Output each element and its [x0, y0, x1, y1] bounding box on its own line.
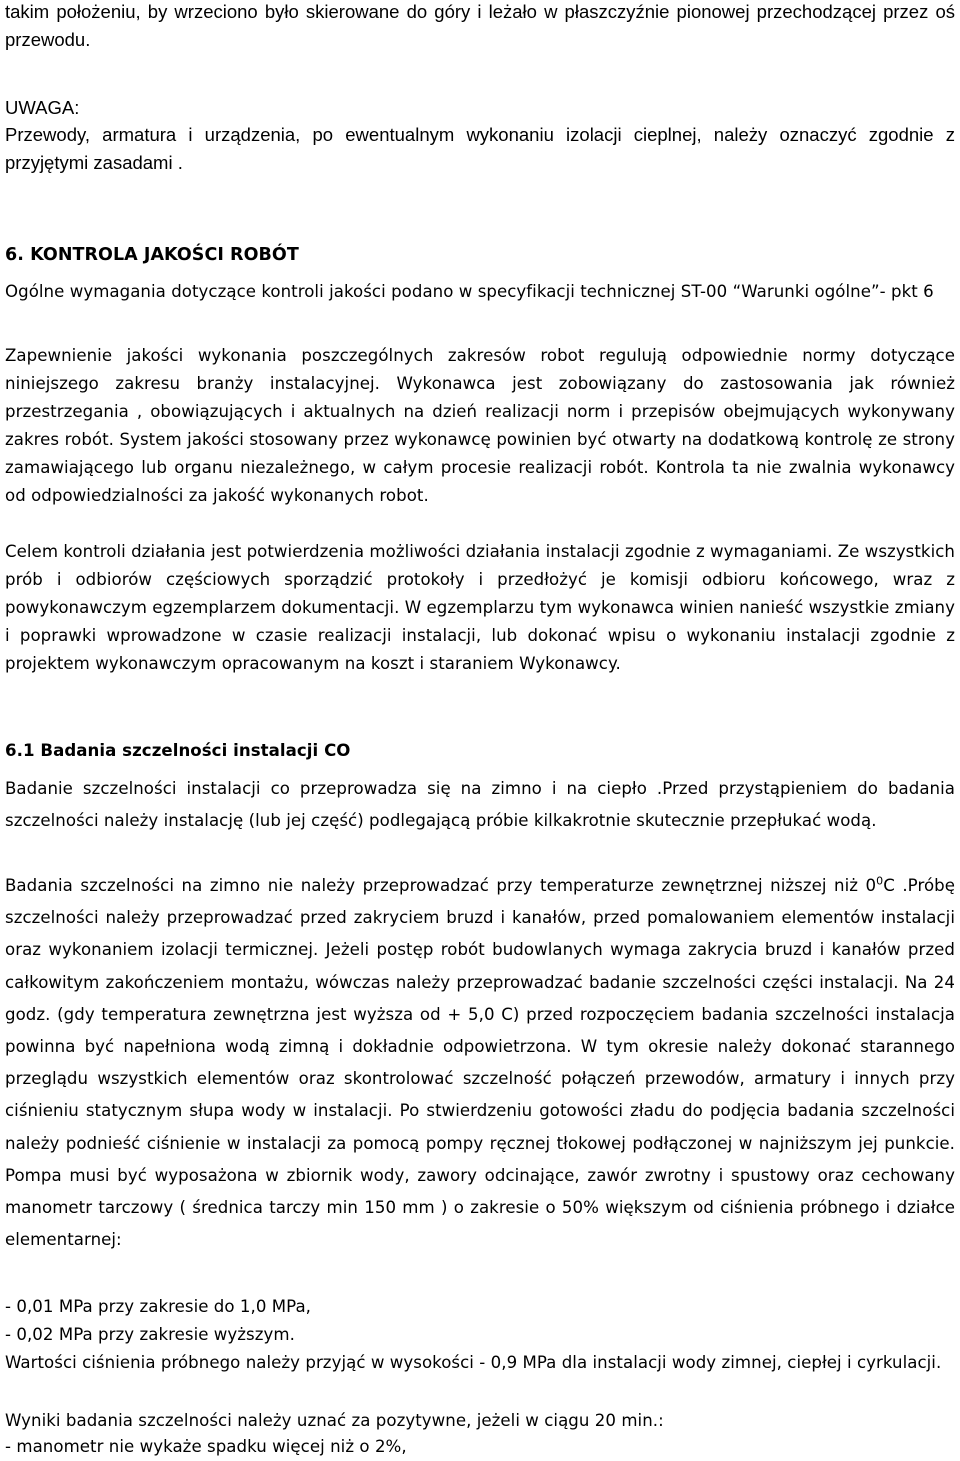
- section-6-1-heading: 6.1 Badania szczelności instalacji CO: [5, 741, 351, 760]
- section-6-1-paragraph-1: Badanie szczelności instalacji co przeprowadza się na zimno i na ciepło .Przed przystąpieniem do badania szczelności należy instalację (lub jej część) podlegającą próbie kilkakrotnie skutecznie przepłukać wodą.: [5, 779, 955, 830]
- list-item: - 0,02 MPa przy zakresie wyższym.: [5, 1325, 295, 1344]
- section-6-paragraph-1: Zapewnienie jakości wykonania poszczególnych zakresów robot regulują odpowiednie normy dotyczące niniejszego zakresu branży instalacyjnej. Wykonawca jest zobowiązany do zastosowania jak również przestrzegania , obowiązujących i aktualnych na dzień realizacji norm i przepisów obejmujących wykonywany zakres robót. System jakości stosowany przez wykonawcę powinien być otwarty na dodatkową kontrolę ze strony zamawiającego lub organu niezależnego, w całym procesie realizacji robót. Kontrola ta nie zwalnia wykonawcy od odpowiedzialności za jakość wykonanych robot.: [5, 346, 955, 505]
- section-6-1-paragraph-4: Wyniki badania szczelności należy uznać za pozytywne, jeżeli w ciągu 20 min.:: [5, 1411, 664, 1430]
- uwaga-text: Przewody, armatura i urządzenia, po ewentualnym wykonaniu izolacji cieplnej, należy oznaczyć zgodnie z przyjętymi zasadami .: [5, 124, 955, 173]
- paragraph-2-start: Badania szczelności na zimno nie należy przeprowadzać przy temperaturze zewnętrznej niższej niż 0: [5, 876, 877, 895]
- paragraph-continuation: takim położeniu, by wrzeciono było skierowane do góry i leżało w płaszczyźnie pionowej przechodzącej przez oś przewodu.: [5, 1, 955, 50]
- section-6-heading: 6. KONTROLA JAKOŚCI ROBÓT: [5, 245, 299, 265]
- section-6-1-paragraph-2: [5, 870, 955, 1256]
- section-6-1-paragraph-3: Wartości ciśnienia próbnego należy przyjąć w wysokości - 0,9 MPa dla instalacji wody zimnej, ciepłej i cyrkulacji.: [5, 1353, 942, 1372]
- degree-superscript: 0: [876, 874, 884, 888]
- paragraph-2-rest: C .Próbę szczelności należy przeprowadzać przed zakryciem bruzd i kanałów, przed pomalowaniem elementów instalacji oraz wykonaniem izolacji termicznej. Jeżeli postęp robót budowlanych wymaga zakrycia bruzd i kanałów przed całkowitym zakończeniem montażu, wówczas należy przeprowadzać badanie szczelności części instalacji. Na 24 godz. (gdy temperatura zewnętrzna jest wyższa od + 5,0 C) przed rozpoczęciem badania szczelności instalacja powinna być napełniona wodą zimną i dokładnie odpowietrzona. W tym okresie należy dokonać starannego przeglądu wszystkich elementów oraz skontrolować szczelność połączeń przewodów, armatury i innych przy ciśnieniu statycznym słupa wody w instalacji. Po stwierdzeniu gotowości zładu do podjęcia badania szczelności należy podnieść ciśnienie w instalacji za pomocą pompy ręcznej tłokowej podłączonej w najniższym jej punkcie. Pompa musi być wyposażona w zbiornik wody, zawory odcinające, zawór zwrotny i spustowy oraz cechowany manometr tarczowy ( średnica tarczy min 150 mm ) o zakresie o 50% większym od ciśnienia próbnego i działce elementarnej:: [5, 876, 955, 1250]
- section-6-intro: Ogólne wymagania dotyczące kontroli jakości podano w specyfikacji technicznej ST-00 “Warunki ogólne”- pkt 6: [5, 282, 934, 301]
- list-item: - 0,01 MPa przy zakresie do 1,0 MPa,: [5, 1297, 312, 1316]
- uwaga-label: UWAGA:: [5, 97, 80, 118]
- list-item: - manometr nie wykaże spadku więcej niż o 2%,: [5, 1437, 407, 1456]
- section-6-paragraph-2: Celem kontroli działania jest potwierdzenia możliwości działania instalacji zgodnie z wymaganiami. Ze wszystkich prób i odbiorów częściowych sporządzić protokoły i przedłożyć je komisji odbioru końcowego, wraz z powykonawczym egzemplarzem dokumentacji. W egzemplarzu tym wykonawca winien nanieść wszystkie zmiany i poprawki wprowadzone w czasie realizacji instalacji, lub dokonać wpisu o wykonaniu instalacji zgodnie z projektem wykonawczym opracowanym na koszt i staraniem Wykonawcy.: [5, 542, 955, 673]
